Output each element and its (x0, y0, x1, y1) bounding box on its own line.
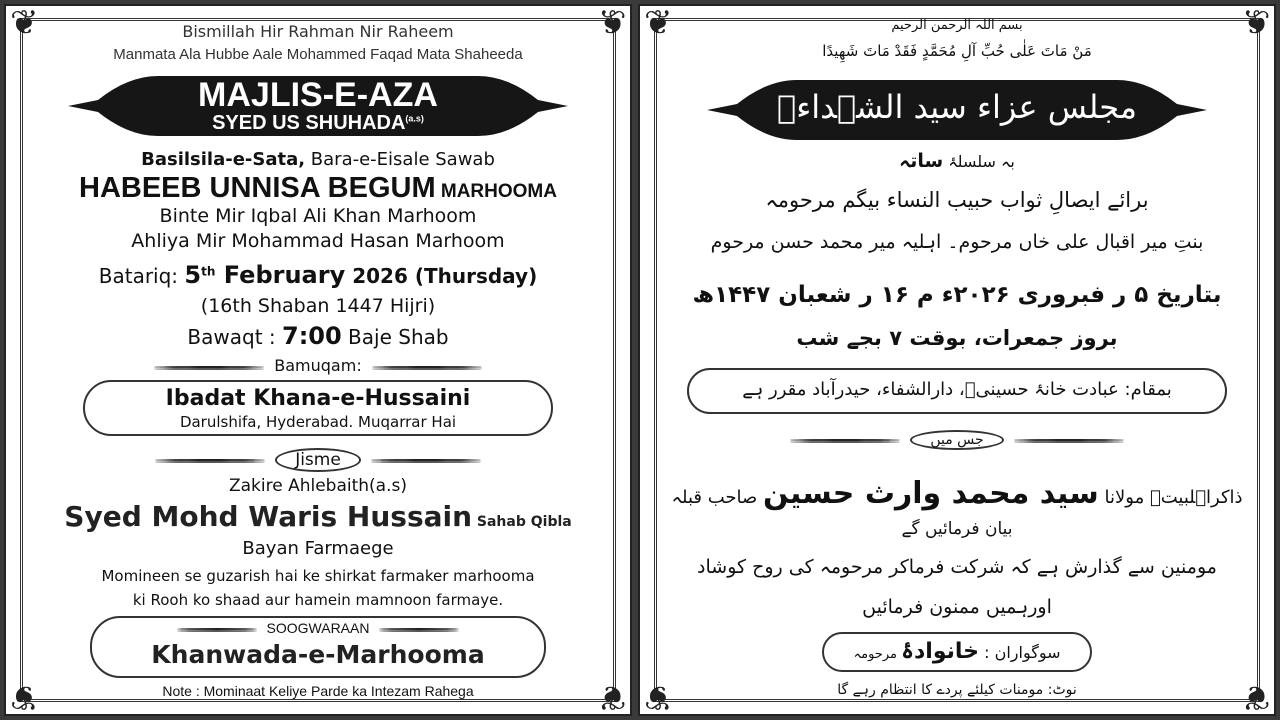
flourish-divider (154, 366, 264, 368)
subtitle-honorific: (a.s) (405, 113, 424, 124)
urdu-mourners: خانوادۂ (901, 639, 980, 664)
deceased-name: HABEEB UNNISA BEGUM (79, 172, 436, 204)
deceased-suffix: MARHOOMA (435, 181, 557, 202)
corner-ornament-icon: ❦ (644, 3, 673, 43)
date-sup: th (201, 264, 216, 279)
corner-ornament-icon: ❦ (597, 3, 626, 43)
urdu-mourners-suffix: مرحومہ (853, 647, 902, 662)
urdu-title: مجلس عزاء سید الشہداءؑ (777, 88, 1137, 126)
speaker-suffix: Sahab Qibla (472, 514, 572, 530)
date-month: February (215, 261, 346, 289)
urdu-speaker-prefix: ذاکراہلبیتؑ مولانا (1098, 487, 1243, 508)
date-label: Batariq: (98, 264, 185, 288)
urdu-note: نوٹ: مومنات کیلئے پردے کا انتظام رہے گا (837, 682, 1077, 698)
urdu-request-2: اورہمیں ممنون فرمائیں (862, 596, 1052, 618)
time-suffix: Baje Shab (341, 325, 449, 349)
occasion-bold: Basilsila-e-Sata, (141, 149, 306, 170)
urdu-mourners-box (822, 632, 1092, 672)
date-day: 5 (184, 261, 202, 289)
venue-address: Darulshifa, Hyderabad. Muqarrar Hai (179, 413, 457, 431)
urdu-jis-mein: جس میں (910, 430, 1003, 450)
venue-name: Ibadat Khana-e-Hussaini (165, 386, 471, 411)
urdu-hadith: مَنْ مَاتَ عَلٰی حُبِّ آلِ مُحَمَّدٍ فَقَدْ مَاتَ شَهِيدًا (822, 42, 1092, 60)
urdu-line-2: بنتِ میر اقبال علی خاں مرحوم۔ اہلیہ میر محمد حسن مرحوم (710, 231, 1204, 253)
urdu-line-1: برائے ایصالِ ثواب حبیب النساء بیگم مرحومہ (765, 188, 1149, 212)
daughter-of-text: Binte Mir Iqbal Ali Khan Marhoom (159, 205, 477, 227)
english-invitation-card (4, 4, 632, 716)
urdu-speaker: سید محمد وارث حسین (763, 476, 1099, 511)
flourish-divider (155, 459, 265, 461)
request-line-2: ki Rooh ko shaad aur hamein mamnoon farmaye. (132, 591, 504, 609)
urdu-mourners-label: سوگواران : (979, 643, 1061, 662)
urdu-day-time: بروز جمعرات، بوقت ۷ بجے شب (796, 326, 1118, 350)
urdu-venue: بمقام: عبادت خانۂ حسینیؑ، دارالشفاء، حیدرآباد مقرر ہے (742, 379, 1172, 400)
title-banner (68, 70, 568, 142)
venue-box (83, 380, 553, 436)
speaker-action: Bayan Farmaege (242, 538, 394, 559)
urdu-occasion: ساتہ (899, 150, 944, 172)
mourners-box (90, 616, 546, 678)
corner-ornament-icon: ❦ (597, 677, 626, 717)
flourish-divider (177, 628, 257, 630)
majlis-title: MAJLIS-E-AZA (198, 76, 438, 114)
corner-ornament-icon: ❦ (10, 677, 39, 717)
corner-ornament-icon: ❦ (10, 3, 39, 43)
urdu-venue-box (687, 368, 1227, 414)
flourish-divider (372, 366, 482, 368)
flourish-divider (371, 459, 481, 461)
jisme-label: Jisme (275, 448, 361, 472)
time-value: 7:00 (282, 322, 342, 350)
occasion-text: Bara-e-Eisale Sawab (305, 149, 495, 170)
note-text: Note : Mominaat Keliye Parde ka Intezam Rahega (162, 683, 474, 699)
mourners-name: Khanwada-e-Marhooma (151, 640, 485, 669)
flourish-divider (790, 439, 900, 441)
date-line (6, 261, 630, 289)
urdu-speaker-suffix: صاحب قبلہ (671, 487, 763, 508)
hijri-date: (16th Shaban 1447 Hijri) (200, 295, 436, 317)
urdu-bismillah: بسم اللہ الرحمن الرحیم (891, 18, 1023, 33)
urdu-speaker-action: بیان فرمائیں گے (901, 519, 1013, 539)
request-line-1: Momineen se guzarish hai ke shirkat farmaker marhooma (101, 567, 535, 585)
venue-label: Bamuqam: (274, 356, 362, 375)
urdu-occasion-prefix: بہ سلسلۂ (943, 152, 1015, 171)
speaker-name: Syed Mohd Waris Hussain (64, 500, 473, 533)
urdu-request-1: مومنین سے گذارش ہے کہ شرکت فرماکر مرحومہ کی روح کوشاد (697, 556, 1217, 578)
flourish-divider (1014, 439, 1124, 441)
hadith-text: Manmata Ala Hubbe Aale Mohammed Faqad Mata Shaheeda (113, 46, 523, 63)
date-year-day: 2026 (Thursday) (345, 264, 538, 288)
flourish-divider (379, 628, 459, 630)
urdu-date: بتاریخ ۵ ر فبروری ۲۰۲۶ء م ۱۶ ر شعبان ۱۴۴۷ھ (692, 282, 1222, 308)
urdu-title-banner (707, 76, 1207, 144)
speaker-title: Zakire Ahlebaith(a.s) (228, 476, 407, 496)
wife-of-text: Ahliya Mir Mohammad Hasan Marhoom (131, 230, 505, 252)
bismillah-text: Bismillah Hir Rahman Nir Raheem (182, 22, 454, 41)
urdu-invitation-card (638, 4, 1276, 716)
corner-ornament-icon: ❦ (1241, 677, 1270, 717)
corner-ornament-icon: ❦ (1241, 3, 1270, 43)
majlis-subtitle: SYED US SHUHADA (212, 112, 406, 134)
corner-ornament-icon: ❦ (644, 677, 673, 717)
mourners-label: SOOGWARAAN (266, 620, 370, 636)
time-label: Bawaqt : (187, 325, 282, 349)
